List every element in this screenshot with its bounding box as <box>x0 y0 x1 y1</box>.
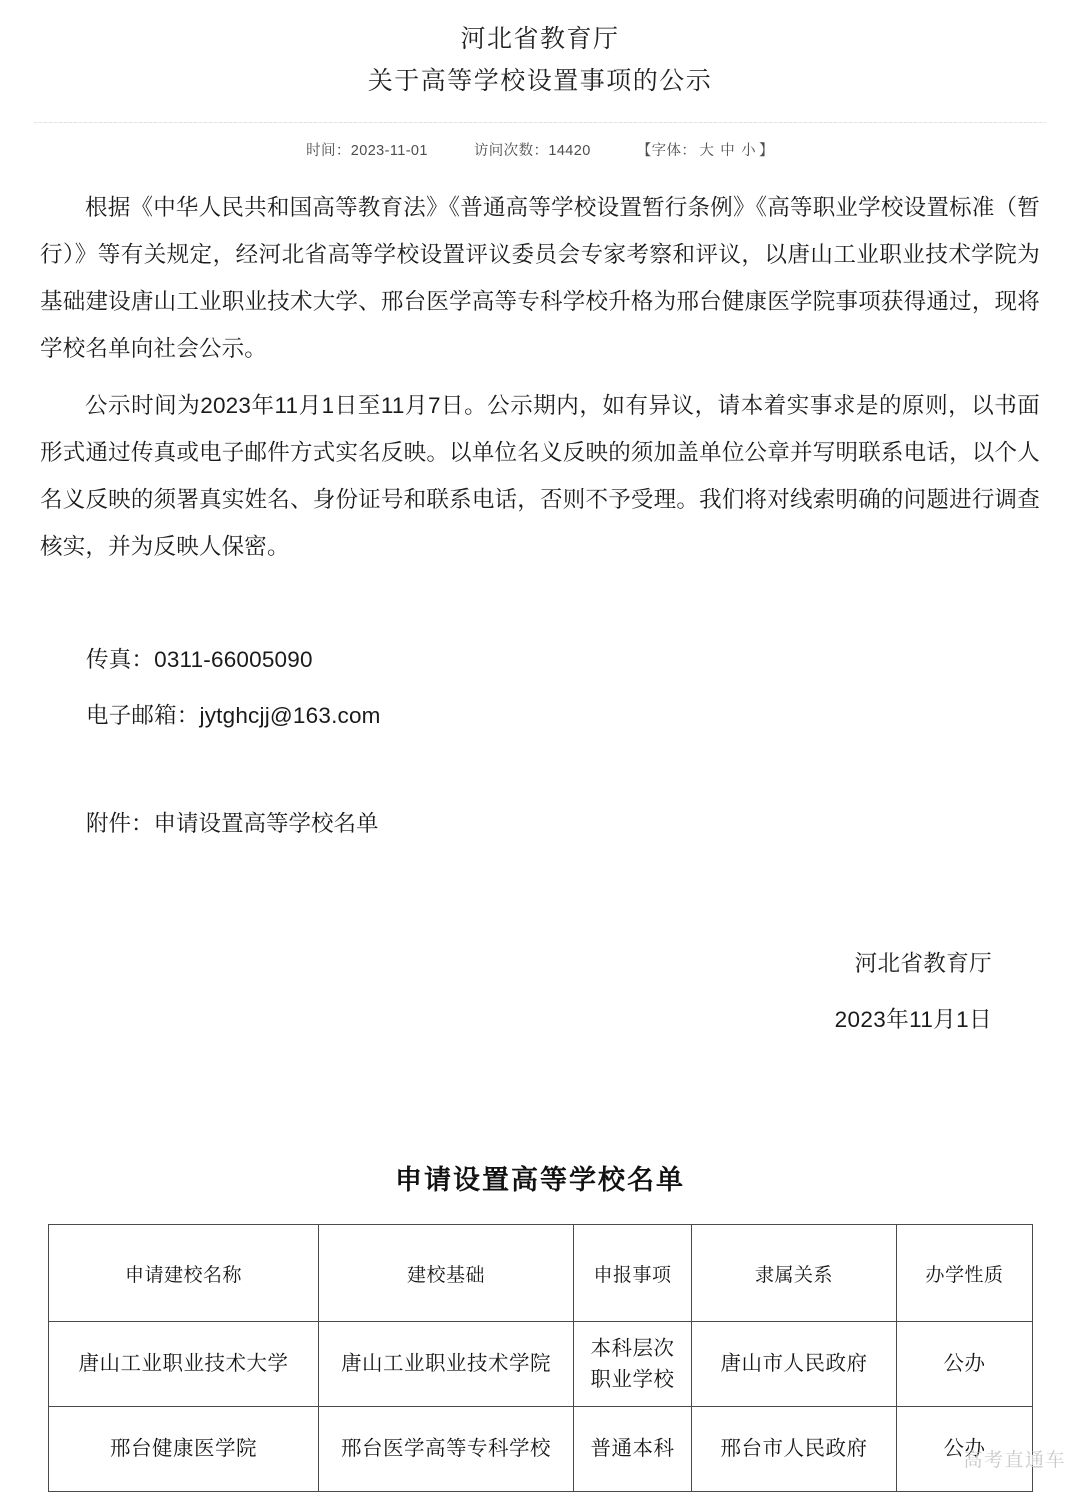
column-header-item: 申报事项 <box>574 1225 692 1322</box>
cell-school-name: 邢台健康医学院 <box>49 1407 319 1492</box>
attachment-block <box>40 804 1040 844</box>
document-body <box>0 166 1080 1048</box>
contact-block <box>40 632 1040 744</box>
attachment-table-title: 申请设置高等学校名单 <box>395 1165 685 1195</box>
cell-school-basis: 邢台医学高等专科学校 <box>319 1407 574 1492</box>
font-size-control <box>637 139 774 160</box>
attachment-label: 附件： <box>86 811 154 836</box>
font-size-large-button[interactable]: 大 <box>699 143 715 159</box>
cell-nature: 公办 <box>897 1322 1033 1407</box>
publish-time-value: 2023-11-01 <box>350 143 428 159</box>
publish-time-label: 时间： <box>306 143 351 159</box>
font-size-bracket-close: 】 <box>759 143 774 159</box>
body-paragraph-2: 公示时间为2023年11月1日至11月7日。公示期内，如有异议，请本着实事求是的原则，以书面形式通过传真或电子邮件方式实名反映。以单位名义反映的须加盖单位公章并写明联系电话，以个人名义反映的须署真实姓名、身份证号和联系电话，否则不予受理。我们将对线索明确的问题进行调查核实，并为反映人保密。 <box>40 393 1040 559</box>
cell-application-item-line-2: 职业学校 <box>590 1368 675 1391</box>
cell-application-item: 普通本科 <box>574 1407 692 1492</box>
view-count-label: 访问次数： <box>473 143 549 159</box>
font-size-small-button[interactable]: 小 <box>741 143 757 159</box>
signature-date: 2023年11月1日 <box>834 1007 992 1032</box>
column-header-affiliation: 隶属关系 <box>692 1225 897 1322</box>
signature-organization: 河北省教育厅 <box>854 951 992 976</box>
email-label: 电子邮箱： <box>86 703 200 728</box>
font-size-label: 【字体： <box>636 143 697 159</box>
cell-application-item <box>574 1322 692 1407</box>
view-count-value: 14420 <box>548 143 591 159</box>
attachment-value[interactable]: 申请设置高等学校名单 <box>153 811 379 836</box>
publish-time <box>306 139 428 160</box>
attachment-line <box>86 804 1040 844</box>
fax-line <box>86 632 1040 688</box>
column-header-basis: 建校基础 <box>319 1225 574 1322</box>
body-paragraph-1: 根据《中华人民共和国高等教育法》《普通高等学校设置暂行条例》《高等职业学校设置标准（暂行）》等有关规定，经河北省高等学校设置评议委员会专家考察和评议，以唐山工业职业技术学院为基础建设唐山工业职业技术大学、邢台医学高等专科学校升格为邢台健康医学院事项获得通过，现将学校名单向社会公示。 <box>40 195 1040 361</box>
cell-nature: 公办 <box>897 1407 1033 1492</box>
table-row <box>49 1407 1033 1492</box>
cell-application-item-line-1: 本科层次 <box>590 1337 675 1360</box>
site-watermark: 高考直通车 <box>963 1450 1066 1471</box>
cell-school-name: 唐山工业职业技术大学 <box>49 1322 319 1407</box>
fax-label: 传真： <box>86 647 155 672</box>
table-header-row <box>49 1225 1033 1322</box>
signature-block <box>40 936 1040 1048</box>
document-meta-row <box>0 123 1080 166</box>
email-value: jytghcjj@163.com <box>199 703 381 728</box>
document-header <box>0 0 1080 102</box>
page-title-line-1: 河北省教育厅 <box>460 25 620 53</box>
view-count <box>474 139 591 160</box>
cell-school-basis: 唐山工业职业技术学院 <box>319 1322 574 1407</box>
cell-affiliation: 邢台市人民政府 <box>692 1407 897 1492</box>
font-size-medium-button[interactable]: 中 <box>720 143 736 159</box>
fax-value: 0311-66005090 <box>154 647 313 672</box>
cell-affiliation: 唐山市人民政府 <box>692 1322 897 1407</box>
page-title-line-2: 关于高等学校设置事项的公示 <box>367 67 713 95</box>
email-line <box>86 688 1040 744</box>
column-header-nature: 办学性质 <box>897 1225 1033 1322</box>
column-header-name: 申请建校名称 <box>49 1225 319 1322</box>
table-row <box>49 1322 1033 1407</box>
attachment-table-section <box>0 1158 1080 1492</box>
school-list-table <box>48 1224 1033 1492</box>
